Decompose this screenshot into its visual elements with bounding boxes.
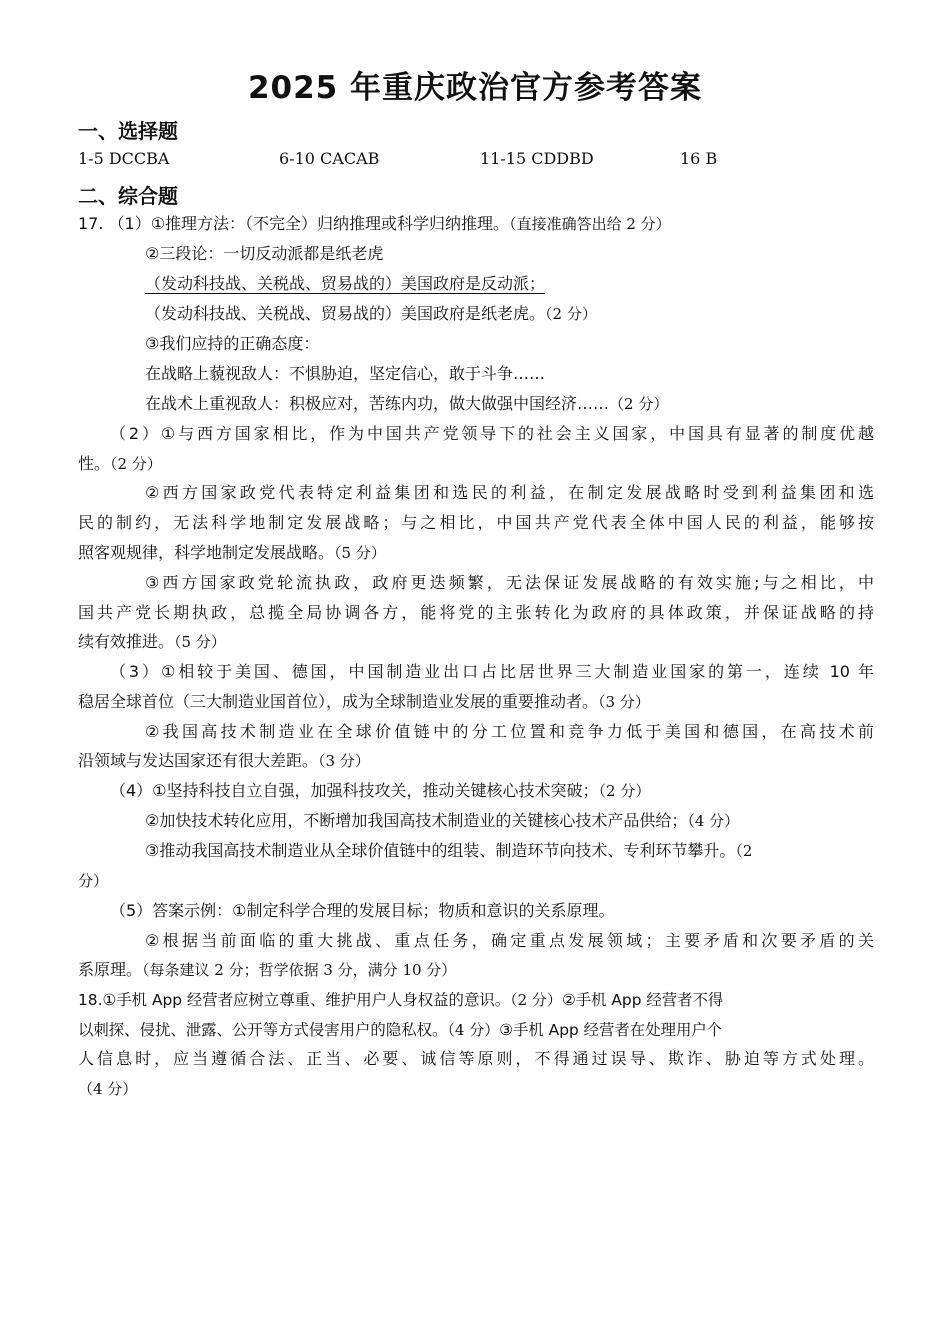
section-heading-choice: 一、选择题 bbox=[78, 119, 178, 143]
score-note: （4 分） bbox=[687, 812, 740, 830]
score-note: （5 分） bbox=[334, 544, 386, 562]
answer-text: ②手机 App 经营者不得 bbox=[561, 991, 724, 1009]
answer-line bbox=[78, 959, 874, 981]
answer-line: 民的制约，无法科学地制定发展战略；与之相比，中国共产党代表全体中国人民的利益，能够按 bbox=[78, 513, 874, 532]
page-title: 2025 年重庆政治官方参考答案 bbox=[247, 70, 703, 106]
mc-answers-6-10: 6-10 CACAB bbox=[279, 149, 380, 168]
answer-text: （4）①坚持科技自立自强，加强科技攻关，推动关键核心技术突破； bbox=[110, 781, 599, 800]
answer-text: 系原理。 bbox=[78, 960, 143, 979]
answer-line: 在战略上藐视敌人：不惧胁迫，坚定信心，敢于斗争…… bbox=[145, 364, 546, 383]
answer-line bbox=[145, 810, 941, 832]
section-heading-comprehensive: 二、综合题 bbox=[78, 184, 178, 208]
answer-line: ③西方国家政党轮流执政，政府更迭频繁，无法保证发展战略的有效实施;与之相比，中 bbox=[145, 573, 874, 592]
score-note: （4 分） bbox=[78, 1080, 138, 1098]
answer-text: ②加快技术转化应用，不断增加我国高技术制造业的关键核心技术产品供给； bbox=[145, 811, 688, 830]
score-note: （2 分） bbox=[110, 455, 162, 473]
answer-line bbox=[78, 631, 874, 653]
score-note: （4 分） bbox=[447, 1021, 500, 1039]
answer-text: 照客观规律，科学地制定发展战略。 bbox=[78, 543, 335, 562]
mc-answers-1-5: 1-5 DCCBA bbox=[78, 149, 170, 168]
answer-line bbox=[145, 303, 941, 325]
answer-line: 人信息时，应当遵循合法、正当、必要、诚信等原则，不得通过误导、欺诈、胁迫等方式处理。 bbox=[78, 1049, 874, 1068]
answer-text: 在战术上重视敌人：积极应对，苦练内功，做大做强中国经济…… bbox=[145, 394, 610, 413]
answer-text: 18.①手机 App 经营者应树立尊重、维护用户人身权益的意识。 bbox=[78, 991, 511, 1009]
answer-text: 17. （1）①推理方法：（不完全）归纳推理或科学归纳推理。 bbox=[78, 214, 510, 233]
score-note: （2 分） bbox=[609, 395, 669, 413]
score-note: （2 分） bbox=[545, 305, 597, 323]
score-note: （每条建议 2 分；哲学依据 3 分，满分 10 分） bbox=[142, 961, 457, 979]
score-note: （5 分） bbox=[174, 633, 226, 651]
answer-line: ②我国高技术制造业在全球价值链中的分工位置和竞争力低于美国和德国，在高技术前 bbox=[145, 722, 874, 741]
answer-line bbox=[78, 453, 874, 475]
answer-text: 沿领域与发达国家还有很大差距。 bbox=[78, 751, 319, 770]
answer-line bbox=[145, 393, 941, 415]
answer-text: （发动科技战、关税战、贸易战的）美国政府是纸老虎。 bbox=[145, 304, 546, 323]
answer-line bbox=[78, 750, 874, 772]
score-note: （2 bbox=[735, 842, 753, 860]
q17-part2-line: （2）①与西方国家相比，作为中国共产党领导下的社会主义国家，中国具有显著的制度优越 bbox=[110, 424, 874, 443]
score-note: （2 分） bbox=[598, 782, 651, 800]
answer-text: 稳居全球首位（三大制造业国首位），成为全球制造业发展的重要推动者。 bbox=[78, 692, 599, 711]
score-note: （3 分） bbox=[318, 752, 370, 770]
q17-part1-line bbox=[78, 213, 874, 235]
q17-part4-line bbox=[110, 780, 906, 802]
answer-text: ③手机 App 经营者在处理用户个 bbox=[499, 1021, 723, 1039]
answer-line bbox=[78, 542, 874, 564]
mc-answer-16: 16 B bbox=[680, 149, 718, 168]
answer-text: 性。 bbox=[78, 454, 111, 473]
answer-line: ②三段论：一切反动派都是纸老虎 bbox=[145, 244, 384, 263]
answer-line: ②根据当前面临的重大挑战、重点任务，确定重点发展领域；主要矛盾和次要矛盾的关 bbox=[145, 931, 874, 950]
q17-part3-line: （3）①相较于美国、德国，中国制造业出口占比居世界三大制造业国家的第一，连续 10 年 bbox=[110, 662, 874, 681]
q18-line bbox=[78, 989, 874, 1011]
score-note: 分） bbox=[78, 872, 109, 890]
answer-line: ③我们应持的正确态度： bbox=[145, 334, 320, 353]
answer-line: ②西方国家政党代表特定利益集团和选民的利益，在制定发展战略时受到利益集团和选 bbox=[145, 483, 874, 502]
q17-part5-line: （5）答案示例：①制定科学合理的发展目标；物质和意识的关系原理。 bbox=[110, 901, 615, 920]
mc-answers-11-15: 11-15 CDDBD bbox=[480, 149, 594, 168]
answer-text: 以刺探、侵扰、泄露、公开等方式侵害用户的隐私权。 bbox=[78, 1021, 448, 1039]
answer-line-underlined: （发动科技战、关税战、贸易战的）美国政府是反动派； bbox=[145, 274, 546, 293]
answer-text: ③推动我国高技术制造业从全球价值链中的组装、制造环节向技术、专利环节攀升。 bbox=[145, 841, 736, 860]
answer-line bbox=[78, 691, 874, 713]
score-note: （3 分） bbox=[598, 693, 650, 711]
score-note: （直接准确答出给 2 分） bbox=[509, 215, 671, 233]
answer-line bbox=[78, 1019, 874, 1041]
answer-line bbox=[145, 840, 874, 862]
answer-text: 续有效推进。 bbox=[78, 632, 175, 651]
answer-line: 国共产党长期执政，总揽全局协调各方，能将党的主张转化为政府的具体政策，并保证战略的持 bbox=[78, 603, 874, 622]
score-note: （2 分） bbox=[510, 991, 562, 1009]
